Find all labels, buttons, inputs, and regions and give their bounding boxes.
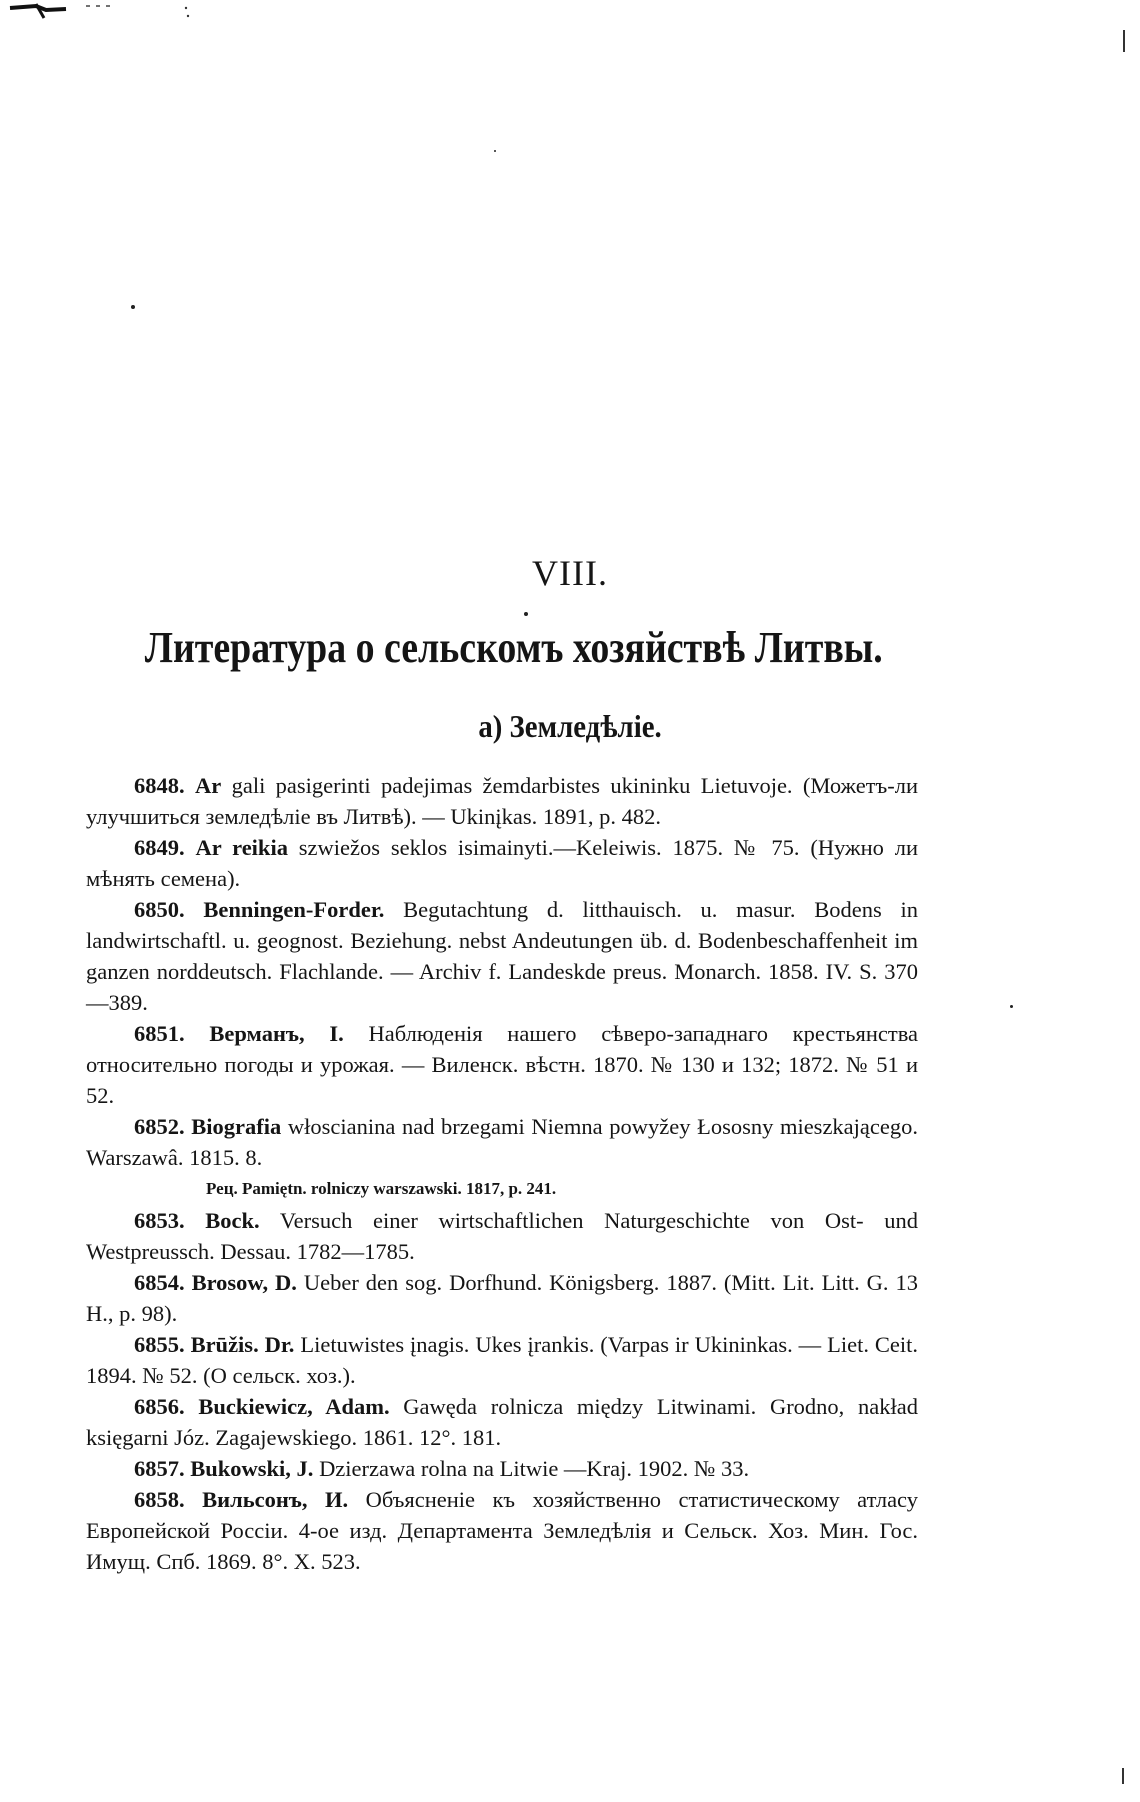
entry-number: 6849. (134, 835, 185, 860)
entry-number: 6848. (134, 773, 185, 798)
entry-number: 6857. (134, 1456, 185, 1481)
scan-artifact-mark (6, 0, 196, 22)
entry-text: Dzierzawa rolna na Litwie —Kraj. 1902. № 33. (313, 1456, 750, 1481)
bibliography-entry (86, 1018, 918, 1111)
entry-author: Buckiewicz, Adam. (198, 1394, 390, 1419)
bibliography-entry (86, 1329, 918, 1391)
bibliography-entry (86, 770, 918, 832)
entry-author: Brosow, D. (191, 1270, 297, 1295)
review-note: Рец. Pamiętn. rolniczy warszawski. 1817, p. 241. (206, 1179, 557, 1198)
bibliography-list (86, 770, 918, 1577)
dust-speck (1010, 1005, 1013, 1008)
entry-text: włoscianina nad brzegami Niemna powyžey Łososny mieszkającego. Warszawâ. 1815. 8. (86, 1114, 919, 1170)
entry-author: Benningen-Forder. (203, 897, 385, 922)
bibliography-entry (86, 894, 918, 1018)
entry-text: Gawęda rolnicza między Litwinami. Grodno, nakład księgarni Józ. Zagajewskiego. 1861. 12°. 181. (86, 1394, 919, 1450)
entry-text: gali pasigerinti padejimas žemdarbistes ukininku Lietuvoje. (Можетъ-ли улучшиться земледѣлiе въ Литвѣ). — Ukinįkas. 1891, p. 482. (86, 773, 918, 829)
scan-edge-mark (1123, 30, 1125, 52)
entry-number: 6858. (134, 1487, 185, 1512)
entry-number: 6854. (134, 1270, 185, 1295)
dust-speck (524, 612, 528, 616)
entry-text: szwiežos seklos isimainyti.—Keleiwis. 1875. № 75. (Нужно ли мѣнять семена). (86, 835, 918, 891)
scan-edge-mark (1122, 1768, 1124, 1784)
entry-author: Bock. (205, 1208, 260, 1233)
entry-text: Наблюденiя нашего сѣверо-западнаго крестьянства относительно погоды и урожая. — Виленск. вѣстн. 1870. № 130 и 132; 1872. № 51 и 52. (86, 1021, 919, 1108)
dust-speck (131, 305, 135, 309)
entry-text: Ueber den sog. Dorfhund. Königsberg. 1887. (Mitt. Lit. Litt. G. 13 H., p. 98). (86, 1270, 918, 1326)
bibliography-entry (86, 1267, 918, 1329)
entry-author: Bukowski, J. (190, 1456, 314, 1481)
entry-author: Ar reikia (195, 835, 288, 860)
bibliography-entry (86, 1453, 918, 1484)
bibliography-entry (86, 1205, 918, 1267)
entry-author: Верманъ, I. (209, 1021, 344, 1046)
bibliography-entry (86, 832, 918, 894)
entry-text: Lietuwistes įnagis. Ukes įrankis. (Varpas ir Ukininkas. — Liet. Ceit. 1894. № 52. (О сельск. хоз.). (86, 1332, 919, 1388)
entry-text: Begutachtung d. litthauisch. u. masur. Bodens in landwirtschaftl. u. geognost. Beziehung. nebst Andeutungen üb. d. Bodenbeschaffenheit im ganzen norddeutsch. Flachlande. — Archiv f. Landeskde preus. Monarch. 1858. IV. S. 370—389. (86, 897, 918, 1015)
entry-number: 6856. (134, 1394, 185, 1419)
bibliography-entry (86, 1484, 918, 1577)
entry-number: 6851. (134, 1021, 185, 1046)
entry-author: Biografia (191, 1114, 282, 1139)
chapter-title: Литература о сельскомъ хозяйствѣ Литвы. (144, 623, 883, 672)
entry-number: 6855. (134, 1332, 185, 1357)
entry-number: 6852. (134, 1114, 185, 1139)
entry-text: Versuch einer wirtschaftlichen Naturgeschichte von Ost- und Westpreussch. Dessau. 1782—1785. (86, 1208, 918, 1264)
bibliography-entry (86, 1111, 918, 1173)
bibliography-entry (86, 1391, 918, 1453)
entry-author: Brūžis. Dr. (190, 1332, 295, 1357)
entry-author: Ar (194, 773, 222, 798)
entry-number: 6853. (134, 1208, 185, 1233)
dust-speck (494, 150, 496, 152)
chapter-subtitle: а) Земледѣлiе. (478, 708, 662, 744)
entry-text: Объясненiе къ хозяйственно статистическому атласу Европейской Россiи. 4-ое изд. Департамента Земледѣлiя и Сельск. Хоз. Мин. Гос. Имущ. Спб. 1869. 8°. X. 523. (86, 1487, 918, 1574)
section-number: VIII. (532, 553, 608, 593)
entry-author: Вильсонъ, И. (202, 1487, 349, 1512)
entry-number: 6850. (134, 897, 185, 922)
